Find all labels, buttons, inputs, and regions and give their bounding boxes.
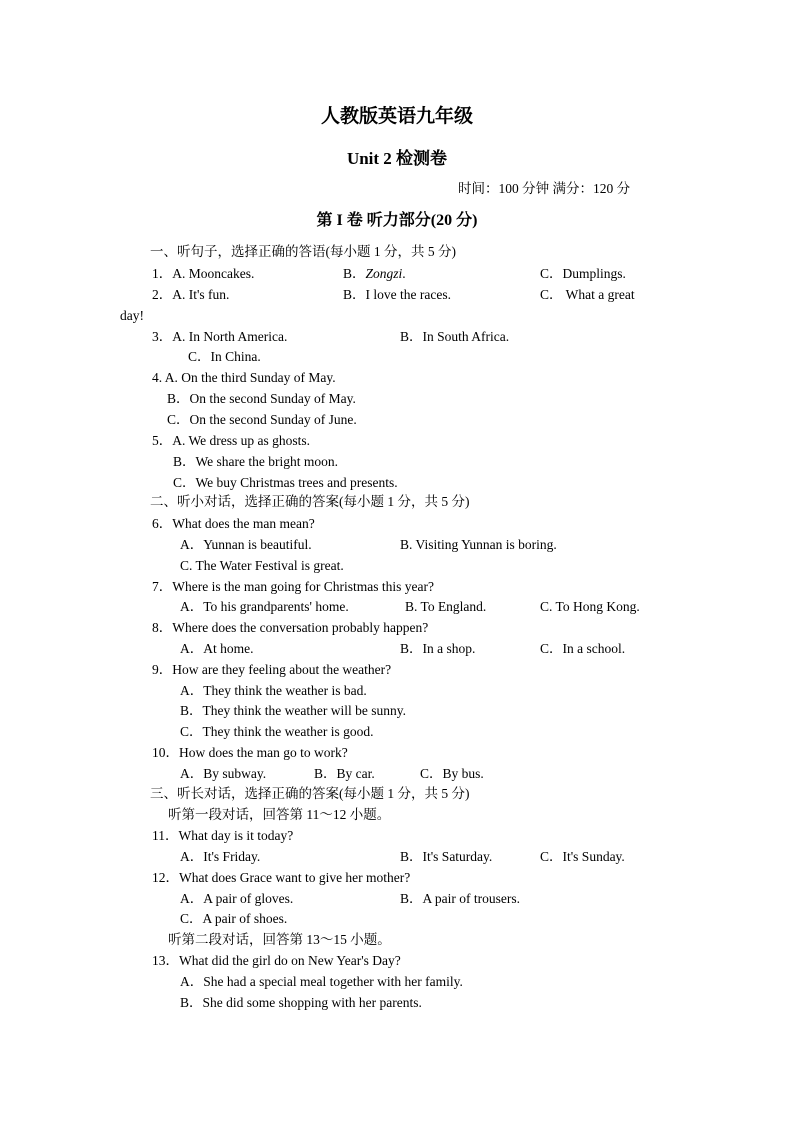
q7-question: 7．Where is the man going for Christmas this year? <box>152 579 434 594</box>
q10-option-a: A．By subway. <box>180 766 267 781</box>
q6-option-a: A．Yunnan is beautiful. <box>180 537 312 552</box>
q5-option-c: C．We buy Christmas trees and presents. <box>173 475 398 490</box>
q8-option-a: A．At home. <box>180 641 254 656</box>
q9-option-c: C．They think the weather is good. <box>180 724 374 739</box>
q8-question: 8．Where does the conversation probably happen? <box>152 620 429 635</box>
q11-option-a: A．It's Friday. <box>180 849 261 864</box>
dialog2-instruction: 听第二段对话，回答第 13～15 小题。 <box>168 932 391 947</box>
q4-option-a: 4. A. On the third Sunday of May. <box>152 370 336 385</box>
q9-option-b: B．They think the weather will be sunny. <box>180 703 406 718</box>
part2-heading: 二、听小对话，选择正确的答案(每小题 1 分，共 5 分) <box>150 494 470 509</box>
dialog1-instruction: 听第一段对话，回答第 11～12 小题。 <box>168 807 391 822</box>
q6-question: 6．What does the man mean? <box>152 516 315 531</box>
unit-subtitle: Unit 2 检测卷 <box>346 149 448 168</box>
q6-option-c: C. The Water Festival is great. <box>180 558 344 573</box>
q7-option-c: C. To Hong Kong. <box>540 599 640 614</box>
q5-option-a: 5．A. We dress up as ghosts. <box>152 433 311 448</box>
q10-question: 10．How does the man go to work? <box>152 745 348 760</box>
q1-option-b: B．Zongzi. <box>343 266 406 281</box>
document-title: 人教版英语九年级 <box>320 106 473 127</box>
q10-option-c: C．By bus. <box>420 766 484 781</box>
q2-option-a: 2．A. It's fun. <box>152 287 230 302</box>
q13-question: 13．What did the girl do on New Year's Day? <box>152 953 401 968</box>
time-score-info: 时间：100 分钟 满分：120 分 <box>458 181 631 196</box>
q12-question: 12．What does Grace want to give her mother? <box>152 870 411 885</box>
q4-option-b: B．On the second Sunday of May. <box>167 391 356 406</box>
q1-option-c: C．Dumplings. <box>540 266 626 281</box>
q11-question: 11．What day is it today? <box>152 828 294 843</box>
q2-option-c-wrap: day! <box>120 308 144 323</box>
q9-question: 9．How are they feeling about the weather? <box>152 662 392 677</box>
q4-option-c: C．On the second Sunday of June. <box>167 412 357 427</box>
q12-option-a: A．A pair of gloves. <box>180 891 294 906</box>
q13-option-b: B．She did some shopping with her parents. <box>180 995 422 1010</box>
q13-option-a: A．She had a special meal together with her family. <box>180 974 463 989</box>
q10-option-b: B．By car. <box>314 766 375 781</box>
q7-option-b: B. To England. <box>405 599 487 614</box>
part1-heading: 一、听句子，选择正确的答语(每小题 1 分，共 5 分) <box>150 244 456 259</box>
q1-option-a: 1．A. Mooncakes. <box>152 266 255 281</box>
section-title: 第 I 卷 听力部分(20 分) <box>316 212 478 229</box>
q3-option-c: C．In China. <box>188 349 261 364</box>
q3-option-a: 3．A. In North America. <box>152 329 288 344</box>
q12-option-b: B．A pair of trousers. <box>400 891 520 906</box>
q5-option-b: B．We share the bright moon. <box>173 454 339 469</box>
q6-option-b: B. Visiting Yunnan is boring. <box>400 537 557 552</box>
q8-option-c: C．In a school. <box>540 641 626 656</box>
part3-heading: 三、听长对话，选择正确的答案(每小题 1 分，共 5 分) <box>150 786 470 801</box>
q7-option-a: A．To his grandparents' home. <box>180 599 349 614</box>
q2-option-c: C． What a great <box>540 287 635 302</box>
q11-option-c: C．It's Sunday. <box>540 849 625 864</box>
q3-option-b: B．In South Africa. <box>400 329 510 344</box>
q9-option-a: A．They think the weather is bad. <box>180 683 367 698</box>
q11-option-b: B．It's Saturday. <box>400 849 493 864</box>
q8-option-b: B．In a shop. <box>400 641 476 656</box>
q12-option-c: C．A pair of shoes. <box>180 911 288 926</box>
q2-option-b: B．I love the races. <box>343 287 451 302</box>
